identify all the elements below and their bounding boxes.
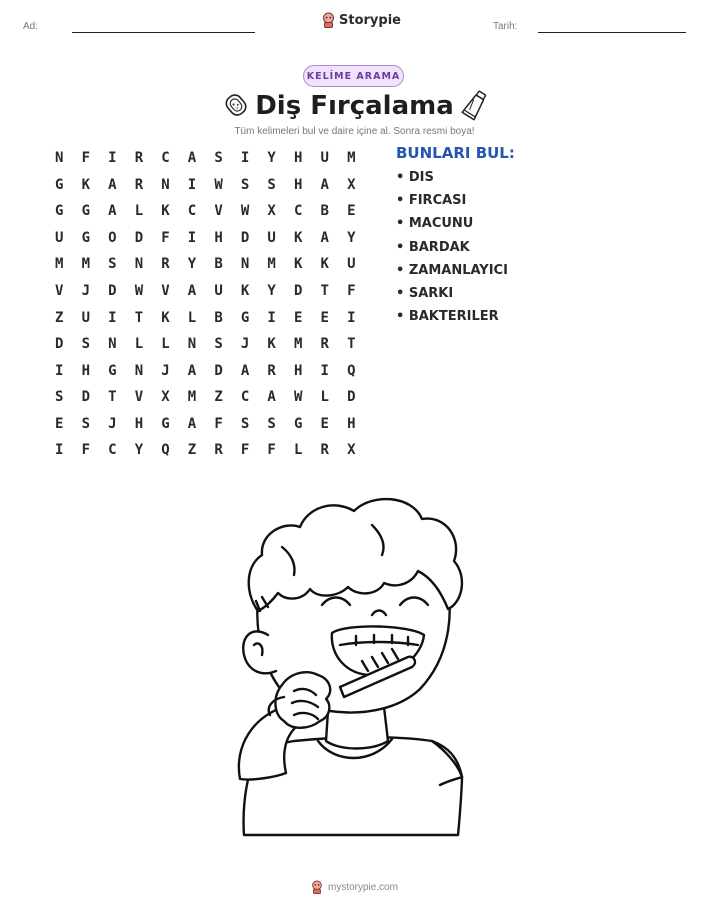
grid-cell[interactable]: V bbox=[134, 389, 144, 406]
grid-cell[interactable]: I bbox=[187, 176, 197, 193]
grid-cell[interactable]: A bbox=[187, 415, 197, 432]
grid-cell[interactable]: G bbox=[108, 362, 117, 379]
grid-cell[interactable]: F bbox=[81, 150, 91, 167]
grid-cell[interactable]: L bbox=[293, 442, 303, 459]
grid-cell[interactable]: I bbox=[108, 150, 117, 167]
brand-name: Storypie bbox=[339, 12, 401, 28]
name-line[interactable] bbox=[72, 32, 255, 33]
grid-cell[interactable]: G bbox=[81, 203, 91, 220]
brand-logo bbox=[322, 12, 401, 28]
grid-cell[interactable]: Y bbox=[187, 256, 197, 273]
grid-cell[interactable]: Z bbox=[55, 309, 64, 326]
date-line[interactable] bbox=[538, 32, 686, 33]
grid-cell[interactable]: M bbox=[293, 336, 303, 353]
grid-cell[interactable]: N bbox=[108, 336, 117, 353]
grid-cell[interactable]: S bbox=[267, 176, 276, 193]
grid-cell[interactable]: C bbox=[108, 442, 117, 459]
grid-cell[interactable]: M bbox=[81, 256, 91, 273]
grid-cell[interactable]: S bbox=[81, 415, 91, 432]
grid-cell[interactable]: J bbox=[161, 362, 170, 379]
grid-cell[interactable]: A bbox=[240, 362, 250, 379]
grid-cell[interactable]: A bbox=[187, 150, 197, 167]
grid-cell[interactable]: I bbox=[108, 309, 117, 326]
grid-cell[interactable]: S bbox=[214, 336, 223, 353]
grid-cell[interactable]: M bbox=[347, 150, 356, 167]
grid-cell[interactable]: A bbox=[187, 283, 197, 299]
grid-cell[interactable]: S bbox=[214, 150, 223, 167]
grid-cell[interactable]: A bbox=[187, 362, 197, 379]
grid-cell[interactable]: W bbox=[240, 203, 250, 220]
grid-cell[interactable]: K bbox=[240, 283, 250, 299]
grid-cell[interactable]: L bbox=[187, 309, 197, 326]
grid-cell[interactable]: G bbox=[55, 176, 64, 193]
grid-cell[interactable]: Q bbox=[347, 362, 356, 379]
grid-cell[interactable]: R bbox=[267, 362, 276, 379]
grid-cell[interactable]: E bbox=[55, 415, 64, 432]
grid-cell[interactable]: K bbox=[81, 176, 91, 193]
word-list-item: • DIS bbox=[396, 170, 434, 185]
grid-cell[interactable]: F bbox=[81, 442, 91, 459]
grid-cell[interactable]: Y bbox=[267, 283, 276, 299]
grid-cell[interactable]: W bbox=[134, 283, 144, 299]
grid-cell[interactable]: D bbox=[55, 336, 64, 353]
grid-cell[interactable]: Z bbox=[187, 442, 197, 459]
grid-cell[interactable]: E bbox=[293, 309, 303, 326]
grid-cell[interactable]: N bbox=[55, 150, 64, 167]
grid-cell[interactable]: D bbox=[81, 389, 91, 406]
grid-cell[interactable]: N bbox=[240, 256, 250, 273]
grid-cell[interactable]: X bbox=[267, 203, 276, 220]
grid-cell[interactable]: X bbox=[347, 442, 356, 459]
grid-cell[interactable]: H bbox=[134, 415, 144, 432]
grid-cell[interactable]: C bbox=[187, 203, 197, 220]
word-search-grid bbox=[46, 145, 365, 464]
grid-cell[interactable]: B bbox=[320, 203, 329, 220]
grid-cell[interactable]: J bbox=[108, 415, 117, 432]
grid-cell[interactable]: D bbox=[214, 362, 223, 379]
grid-cell[interactable]: L bbox=[134, 336, 144, 353]
grid-cell[interactable]: X bbox=[161, 389, 170, 406]
grid-cell[interactable]: K bbox=[161, 309, 170, 326]
grid-cell[interactable]: R bbox=[134, 150, 144, 167]
grid-cell[interactable]: D bbox=[134, 229, 144, 246]
grid-cell[interactable]: C bbox=[240, 389, 250, 406]
grid-cell[interactable]: A bbox=[108, 176, 117, 193]
grid-cell[interactable]: G bbox=[55, 203, 64, 220]
grid-cell[interactable]: G bbox=[161, 415, 170, 432]
grid-cell[interactable]: G bbox=[240, 309, 250, 326]
grid-cell[interactable]: J bbox=[81, 283, 91, 299]
word-list-item: • MACUNU bbox=[396, 216, 474, 232]
grid-cell[interactable]: M bbox=[55, 256, 64, 273]
grid-cell[interactable]: S bbox=[81, 336, 91, 353]
grid-cell[interactable]: T bbox=[347, 336, 356, 353]
page-title: Diş Fırçalama bbox=[255, 91, 454, 121]
grid-cell[interactable]: K bbox=[267, 336, 276, 353]
grid-cell[interactable]: D bbox=[293, 283, 303, 299]
grid-cell[interactable]: A bbox=[108, 203, 117, 220]
word-list-item: • FIRCASI bbox=[396, 193, 467, 209]
grid-cell[interactable]: H bbox=[214, 229, 223, 246]
grid-cell[interactable]: F bbox=[347, 283, 356, 299]
grid-cell[interactable]: D bbox=[347, 389, 356, 406]
grid-cell[interactable]: H bbox=[293, 176, 303, 193]
grid-cell[interactable]: K bbox=[293, 256, 303, 273]
grid-cell[interactable]: V bbox=[161, 283, 170, 299]
grid-cell[interactable]: L bbox=[161, 336, 170, 353]
grid-cell[interactable]: K bbox=[320, 256, 329, 273]
grid-cell[interactable]: H bbox=[81, 362, 91, 379]
grid-cell[interactable]: R bbox=[161, 256, 170, 273]
grid-cell[interactable]: S bbox=[240, 415, 250, 432]
word-list-title: BUNLARI BUL: bbox=[396, 144, 515, 162]
grid-cell[interactable]: L bbox=[320, 389, 329, 406]
grid-cell[interactable]: I bbox=[55, 362, 64, 379]
grid-cell[interactable]: O bbox=[108, 229, 117, 246]
grid-cell[interactable]: U bbox=[81, 309, 91, 326]
grid-cell[interactable]: T bbox=[320, 283, 329, 299]
grid-cell[interactable]: A bbox=[320, 176, 329, 193]
grid-cell[interactable]: I bbox=[55, 442, 64, 459]
word-list-item: • BARDAK bbox=[396, 239, 470, 255]
grid-cell[interactable]: F bbox=[267, 442, 276, 459]
grid-cell[interactable]: U bbox=[347, 256, 356, 273]
grid-cell[interactable]: Y bbox=[267, 150, 276, 167]
grid-cell[interactable]: B bbox=[214, 256, 223, 273]
grid-cell[interactable]: I bbox=[267, 309, 276, 326]
grid-cell[interactable]: W bbox=[214, 176, 223, 193]
grid-cell[interactable]: R bbox=[320, 336, 329, 353]
grid-cell[interactable]: L bbox=[134, 203, 144, 220]
grid-cell[interactable]: D bbox=[108, 283, 117, 299]
grid-cell[interactable]: I bbox=[240, 150, 250, 167]
grid-cell[interactable]: F bbox=[161, 229, 170, 246]
grid-cell[interactable]: J bbox=[240, 336, 250, 353]
grid-cell[interactable]: E bbox=[320, 309, 329, 326]
grid-cell[interactable]: R bbox=[320, 442, 329, 459]
grid-cell[interactable]: S bbox=[108, 256, 117, 273]
instructions: Tüm kelimeleri bul ve daire içine al. Sonra resmi boya! bbox=[234, 126, 475, 137]
grid-cell[interactable]: S bbox=[240, 176, 250, 193]
grid-cell[interactable]: H bbox=[293, 150, 303, 167]
grid-cell[interactable]: U bbox=[320, 150, 329, 167]
grid-cell[interactable]: E bbox=[347, 203, 356, 220]
grid-cell[interactable]: R bbox=[214, 442, 223, 459]
word-list-item: • ZAMANLAYICI bbox=[396, 262, 508, 278]
word-list-item: • SARKI bbox=[396, 285, 454, 301]
grid-cell[interactable]: H bbox=[347, 415, 356, 432]
footer-url: mystorypie.com bbox=[327, 881, 398, 893]
grid-cell[interactable]: D bbox=[240, 229, 250, 246]
grid-cell[interactable]: I bbox=[187, 229, 197, 246]
grid-cell[interactable]: T bbox=[108, 389, 117, 406]
grid-cell[interactable]: N bbox=[161, 176, 170, 193]
grid-cell[interactable]: V bbox=[214, 203, 223, 220]
grid-cell[interactable]: U bbox=[55, 229, 64, 246]
grid-cell[interactable]: C bbox=[293, 203, 303, 220]
grid-cell[interactable]: K bbox=[161, 203, 170, 220]
grid-cell[interactable]: N bbox=[134, 256, 144, 273]
grid-cell[interactable]: I bbox=[320, 362, 329, 379]
storypie-logo-icon bbox=[311, 880, 323, 894]
toothpaste-tube-icon bbox=[461, 89, 489, 121]
grid-cell[interactable]: U bbox=[214, 283, 223, 299]
grid-cell[interactable]: F bbox=[240, 442, 250, 459]
grid-cell[interactable]: X bbox=[347, 176, 356, 193]
grid-cell[interactable]: I bbox=[347, 309, 356, 326]
grid-cell[interactable]: E bbox=[320, 415, 329, 432]
grid-cell[interactable]: N bbox=[134, 362, 144, 379]
grid-cell[interactable]: G bbox=[81, 229, 91, 246]
grid-cell[interactable]: C bbox=[161, 150, 170, 167]
grid-cell[interactable]: A bbox=[267, 389, 276, 406]
date-label: Tarih: bbox=[493, 21, 518, 32]
grid-cell[interactable]: Q bbox=[161, 442, 170, 459]
grid-cell[interactable]: B bbox=[214, 309, 223, 326]
footer bbox=[0, 880, 709, 894]
word-list bbox=[396, 170, 508, 332]
grid-cell[interactable]: S bbox=[55, 389, 64, 406]
grid-cell[interactable]: A bbox=[320, 229, 329, 246]
grid-cell[interactable]: F bbox=[214, 415, 223, 432]
boy-brushing-teeth-illustration bbox=[222, 485, 474, 855]
grid-cell[interactable]: T bbox=[134, 309, 144, 326]
grid-cell[interactable]: Y bbox=[134, 442, 144, 459]
activity-badge: KELİME ARAMA bbox=[303, 65, 404, 87]
grid-cell[interactable]: S bbox=[267, 415, 276, 432]
grid-cell[interactable]: K bbox=[293, 229, 303, 246]
grid-cell[interactable]: N bbox=[187, 336, 197, 353]
storypie-logo-icon bbox=[322, 12, 335, 28]
grid-cell[interactable]: M bbox=[187, 389, 197, 406]
grid-cell[interactable]: G bbox=[293, 415, 303, 432]
grid-cell[interactable]: R bbox=[134, 176, 144, 193]
grid-cell[interactable]: H bbox=[293, 362, 303, 379]
grid-cell[interactable]: U bbox=[267, 229, 276, 246]
grid-cell[interactable]: M bbox=[267, 256, 276, 273]
grid-cell[interactable]: W bbox=[293, 389, 303, 406]
word-list-item: • BAKTERILER bbox=[396, 309, 499, 325]
grid-cell[interactable]: V bbox=[55, 283, 64, 299]
name-label: Ad: bbox=[23, 21, 39, 32]
grid-cell[interactable]: Z bbox=[214, 389, 223, 406]
grid-cell[interactable]: Y bbox=[347, 229, 356, 246]
